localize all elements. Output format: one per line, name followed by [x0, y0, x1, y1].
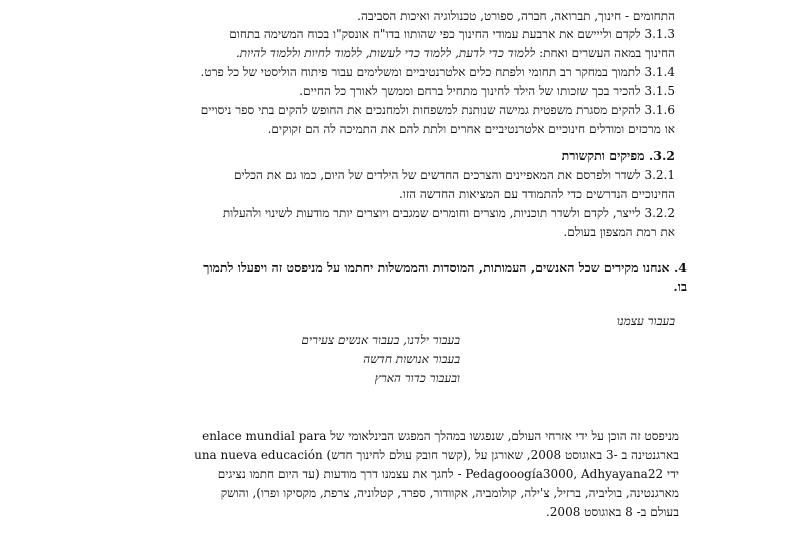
text-line: 3.1.4 לתמוך במחקר רב תחומי ולפתח כלים אלטרנטיביים ומשלימים עבור פיתוח הוליסטי של כל פרט.: [200, 65, 675, 79]
manifesto-call-line: בו.: [673, 279, 687, 294]
footer-line: מארגנטינה, בוליביה, ברזיל, צ'ילה, קולומביה, אקוודור, ספרד, קטלוניה, צרפת, מקסיקו ופרו), והושק: [220, 486, 679, 500]
footer-line: una nueva educación (קשר חובק עולם לחינוך חדש), בארגנטינה ב -3 באוגוסט 2008, שאורגן על: [194, 448, 679, 462]
footer-line: בעולם ב- 8 באוגוסט 2008.: [545, 505, 679, 519]
signature-line: ובעבור כדור הארץ: [374, 371, 460, 385]
footer-line: ידי Pedagooogía3000, Adhyayana22 - לחגך את עצמנו דרך מודעות (עד היום חתמו נציגים: [217, 467, 679, 481]
signature-line: בעבור ילדנו, בעבור אנשים צעירים: [301, 333, 460, 347]
signature-line: בעבור אנושות חדשה: [363, 352, 460, 366]
italic-text-span: ללמוד כדי לדעת, ללמוד כדי לעשות, ללמוד לחיות וללמוד להיות.: [235, 46, 536, 60]
footer-line: מניפסט זה הוכן על ידי אזרחי העולם, שנפגשו במהלך המפגש הבינלאומי של enlace mundial para: [202, 429, 679, 443]
text-line: 3.2.1 לשדר ולפרסם את המאפיינים והצרכים החדשים של הילדים של היום, כמו גם את הכלים: [233, 168, 675, 182]
text-span: החינוך במאה העשרים ואחת:: [535, 46, 675, 60]
text-line: את רמת המצפון בעולם.: [563, 225, 675, 239]
text-line: 3.1.6 להקים מסגרת משפטית גמישה שנותנת למשפחות ולמחנכים את החופש להקים בתי ספר ניסויים: [200, 103, 675, 117]
text-line: 3.2.2 לייצר, לקדם ולשדר תוכניות, מוצרים וחומרים שמגבים ויוצרים יותר מודעות לשינוי ולהעלות: [222, 206, 675, 220]
manifesto-call-line: 4. אנחנו מקירים שכל האנשים, העמותות, המוסדות והממשלות יחתמו על מניפסט זה ויפעלו לתמוך: [203, 260, 687, 275]
text-line: 3.1.3 לקדם ולייישם את ארבעת עמודי החינוך כפי שהותוו בדו"ח אונסק"ו בכוח המשימה בתחום: [229, 27, 675, 41]
text-line: 3.1.5 להכיר בכך שזכותו של הילד לחינוך מתחיל ברחם וממשך לאורך כל החיים.: [299, 84, 675, 98]
text-line: התחומים - חינוך, תברואה, חברה, ספורט, טכנולוגיה ואיכות הסביבה.: [357, 9, 675, 23]
signature-line: בעבור עצמנו: [616, 314, 675, 328]
section-heading: 3.2. מפיקים ותקשורת: [561, 148, 675, 163]
text-line: החינוכיים הנדרשים כדי להתמודד עם המציאות החדשה הזו.: [398, 187, 675, 201]
text-line: או מרכזים ומודלים חינוכיים אלטרנטיביים אחרים ולתת להם את התמיכה לה הם זקוקים.: [267, 122, 675, 136]
text-line: [236, 43, 675, 63]
